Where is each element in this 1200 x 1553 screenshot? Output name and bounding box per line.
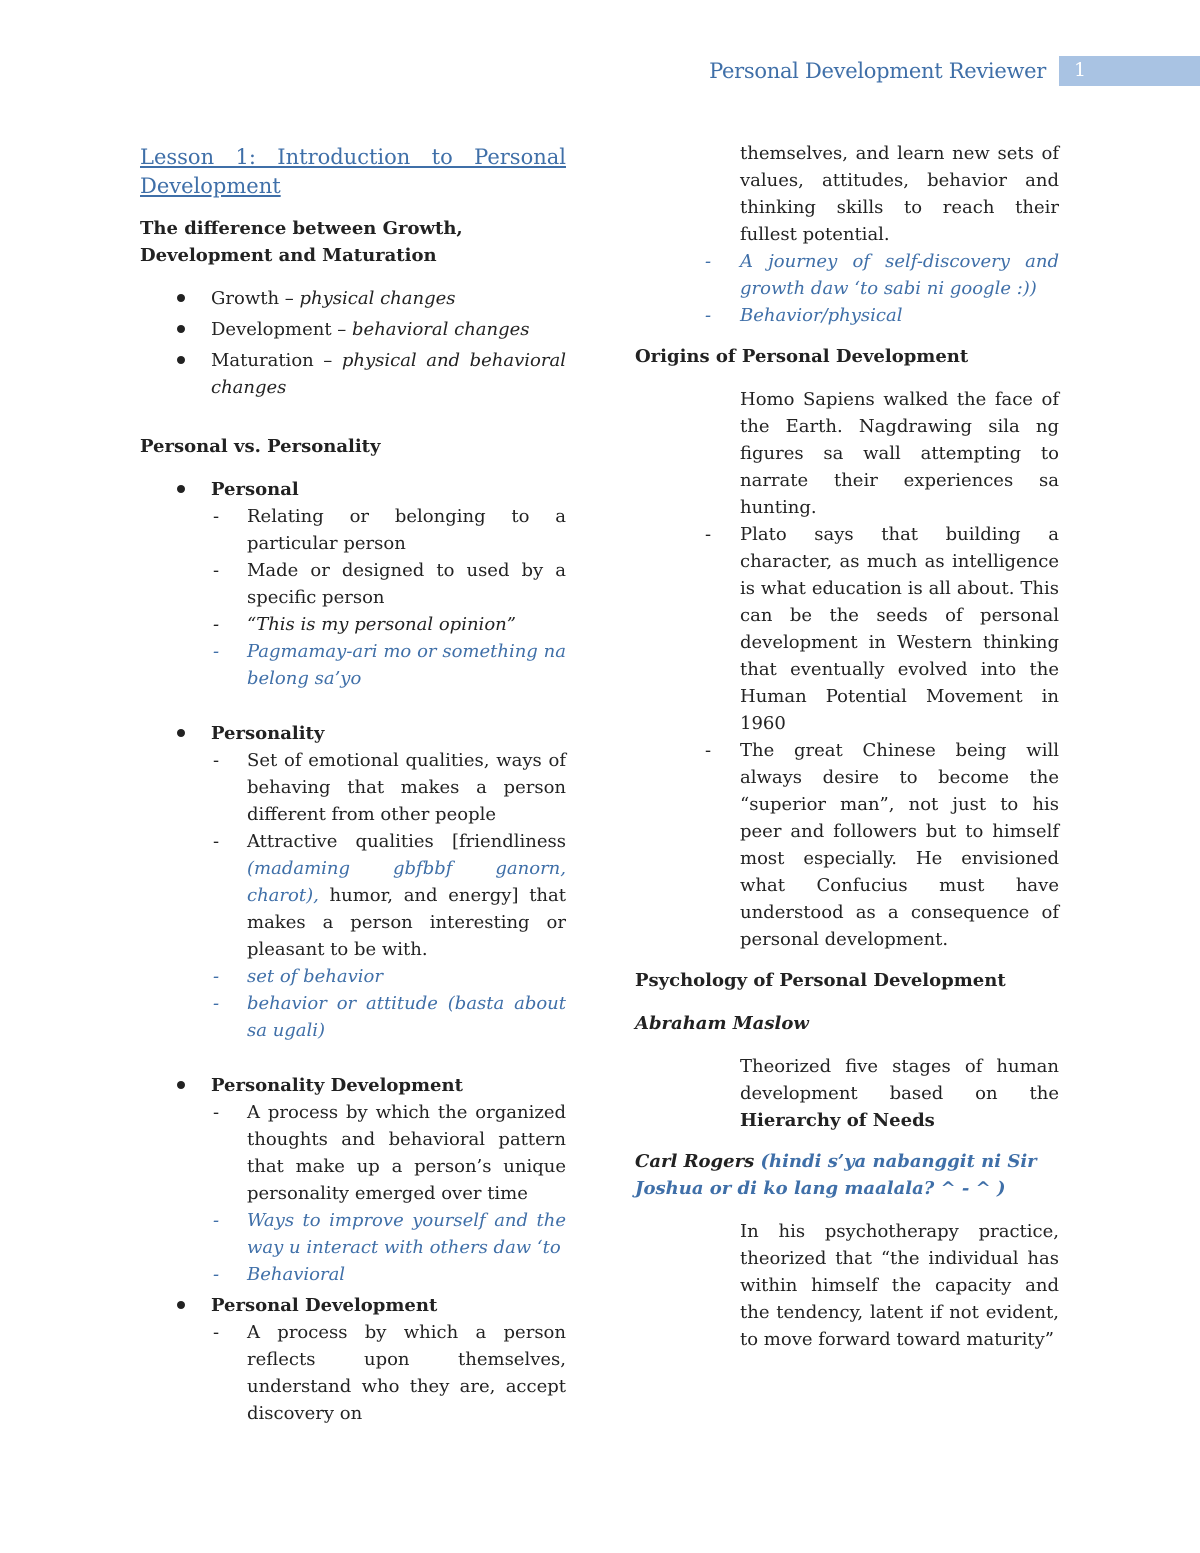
list-item: - Relating or belonging to a particular person [211, 503, 566, 557]
psychology-heading: Psychology of Personal Development [635, 970, 1006, 991]
header-title: Personal Development Reviewer [709, 59, 1046, 83]
list-item: - Made or designed to used by a specific person [211, 557, 566, 611]
personal-list [140, 476, 566, 1427]
maslow-name: Abraham Maslow [635, 1013, 809, 1034]
rogers-heading: Carl Rogers (hindi s’ya nabanggit ni Sir Joshua or di ko lang maalala? ^ - ^ ) [635, 1151, 1037, 1199]
list-item: - A process by which the organized thoughts and behavioral pattern that make up a person’s unique personality emerged over time [211, 1099, 566, 1207]
list-item: - A journey of self-discovery and growth daw ‘to sabi ni google :)) [635, 248, 1059, 302]
list-item: - The great Chinese being will always desire to become the “superior man”, not just to his peer and followers but to himself most especially. He envisioned what Confucius must have understood as a consequence of personal development. [635, 737, 1059, 953]
list-item: Maturation – physical and behavioral changes [140, 347, 566, 401]
list-item [140, 476, 566, 716]
maslow-list [635, 1053, 1059, 1134]
list-item: - Set of emotional qualities, ways of behaving that makes a person different from other people [211, 747, 566, 828]
list-item: - Pagmamay-ari mo or something na belong sa’yo [211, 638, 566, 692]
personal-title: Personal [211, 479, 299, 500]
difference-heading: The difference between Growth, Development and Maturation [140, 218, 463, 266]
personal-vs-heading: Personal vs. Personality [140, 436, 381, 457]
personal-development-title: Personal Development [211, 1295, 438, 1316]
origins-heading: Origins of Personal Development [635, 346, 969, 367]
page-number: 1 [1074, 59, 1087, 81]
list-item: - Attractive qualities [friendliness (madaming gbfbbf ganorn, charot), humor, and energy] that makes a person interesting or pleasant to be with. [211, 828, 566, 963]
difference-list [140, 285, 566, 401]
list-item: - set of behavior [211, 963, 566, 990]
list-item: - behavior or attitude (basta about sa ugali) [211, 990, 566, 1044]
list-item: - “This is my personal opinion” [211, 611, 566, 638]
list-item: In his psychotherapy practice, theorized that “the individual has within himself the capacity and the tendency, latent if not evident, to move forward toward maturity” [740, 1221, 1059, 1350]
list-item: - A process by which a person reflects upon themselves, understand who they are, accept discovery on [211, 1319, 566, 1427]
page-number-box [1059, 56, 1200, 86]
origins-list [635, 386, 1059, 953]
list-item: Development – behavioral changes [140, 316, 566, 343]
list-item: - Behavior/physical [635, 302, 1059, 329]
list-item: Homo Sapiens walked the face of the Earth. Nagdrawing sila ng figures sa wall attempting to narrate their experiences sa hunting. [740, 389, 1059, 518]
list-item [140, 1072, 566, 1288]
list-item: Theorized five stages of human development based on the Hierarchy of Needs [740, 1056, 1059, 1131]
list-item: Growth – physical changes [140, 285, 566, 312]
left-column [140, 140, 566, 1431]
list-item [140, 1292, 566, 1427]
list-item [140, 720, 566, 1068]
rogers-list [635, 1218, 1059, 1353]
list-item: - Ways to improve yourself and the way u interact with others daw ‘to [211, 1207, 566, 1261]
right-column [635, 140, 1059, 1353]
list-item: themselves, and learn new sets of values, attitudes, behavior and thinking skills to reach their fullest potential. [740, 143, 1059, 245]
list-item: - Plato says that building a character, as much as intelligence is what education is all about. This can be the seeds of personal development in Western thinking that eventually evolved into the Human Potential Movement in 1960 [635, 521, 1059, 737]
personality-development-title: Personality Development [211, 1075, 463, 1096]
personality-title: Personality [211, 723, 325, 744]
page-header [0, 56, 1200, 88]
list-item: - Behavioral [211, 1261, 566, 1288]
lesson-title: Lesson 1: Introduction to Personal Development [140, 145, 566, 198]
